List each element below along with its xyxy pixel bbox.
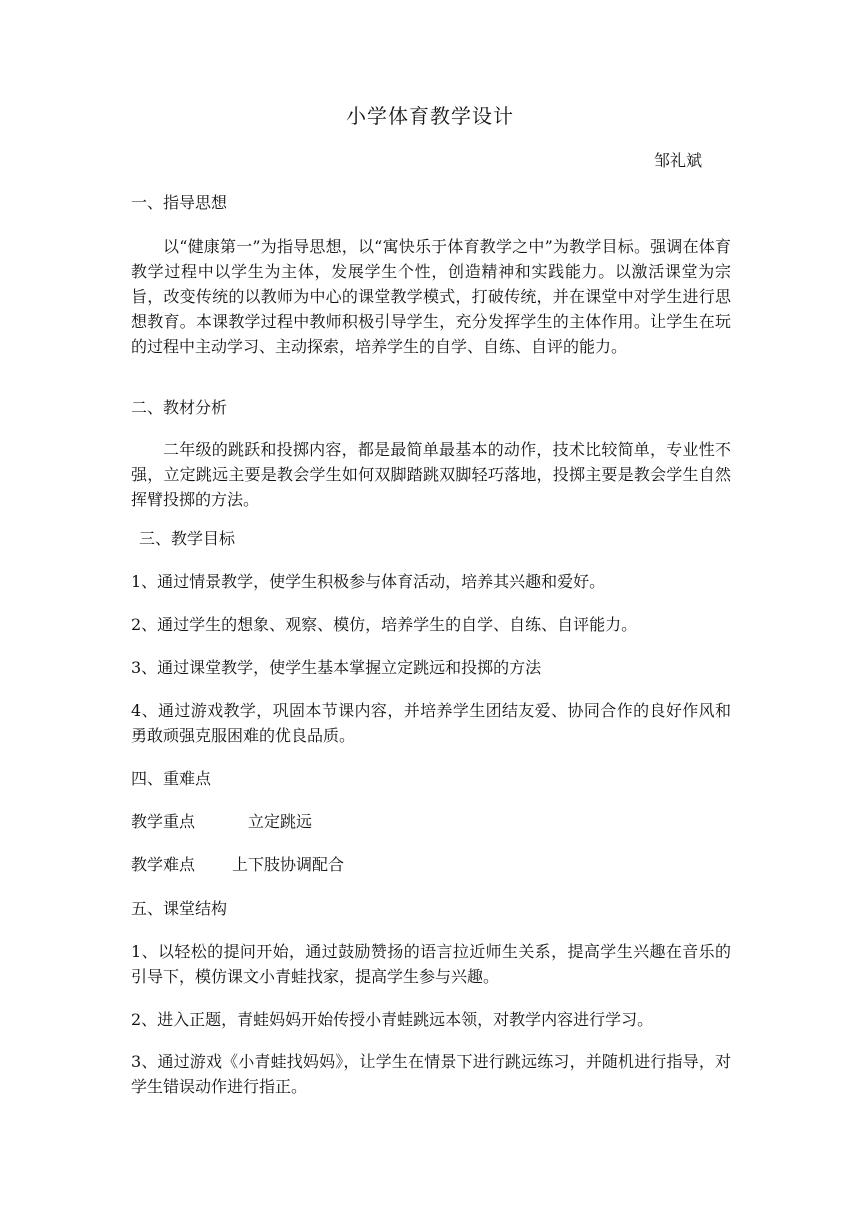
list-item-goal-2: 2、通过学生的想象、观察、模仿，培养学生的自学、自练、自评能力。: [131, 615, 638, 634]
list-item-goal-4: 4、通过游戏教学，巩固本节课内容，并培养学生团结友爱、协同合作的良好作风和勇敢顽强克服困难的优良品质。: [131, 701, 731, 745]
paragraph-material-analysis: 二年级的跳跃和投掷内容，都是最简单最基本的动作，技术比较简单，专业性不强，立定跳远主要是教会学生如何双脚踏跳双脚轻巧落地，投掷主要是教会学生自然挥臂投掷的方法。: [131, 440, 731, 509]
difficulty-value: 上下肢协调配合: [232, 855, 345, 874]
section-heading-guiding-thought: 一、指导思想: [131, 193, 228, 212]
document-title: 小学体育教学设计: [346, 104, 514, 128]
section-heading-class-structure: 五、课堂结构: [131, 899, 228, 918]
difficulty-label: 教学难点: [131, 855, 196, 874]
list-item-goal-3: 3、通过课堂教学，使学生基本掌握立定跳远和投掷的方法: [131, 658, 542, 677]
list-item-structure-2: 2、进入正题，青蛙妈妈开始传授小青蛙跳远本领，对教学内容进行学习。: [131, 1010, 654, 1029]
section-heading-teaching-goals: 三、教学目标: [139, 529, 236, 548]
difficulty-row: [131, 853, 731, 877]
section-heading-key-points: 四、重难点: [131, 769, 212, 788]
key-point-label: 教学重点: [131, 812, 196, 831]
key-point-value: 立定跳远: [248, 812, 313, 831]
list-item-goal-1: 1、通过情景教学，使学生积极参与体育活动，培养其兴趣和爱好。: [131, 572, 606, 591]
list-item-structure-3: 3、通过游戏《小青蛙找妈妈》，让学生在情景下进行跳远练习，并随机进行指导，对学生错误动作进行指正。: [131, 1052, 731, 1096]
paragraph-guiding-thought: 以“健康第一”为指导思想，以“寓快乐于体育教学之中”为教学目标。强调在体育教学过程中以学生为主体，发展学生个性，创造精神和实践能力。以激活课堂为宗旨，改变传统的以教师为中心的课堂教学模式，打破传统，并在课堂中对学生进行思想教育。本课教学过程中教师积极引导学生，充分发挥学生的主体作用。让学生在玩的过程中主动学习、主动探索，培养学生的自学、自练、自评的能力。: [131, 237, 731, 356]
key-point-row: [131, 810, 731, 834]
list-item-structure-1: 1、以轻松的提问开始，通过鼓励赞扬的语言拉近师生关系，提高学生兴趣在音乐的引导下，模仿课文小青蛙找家，提高学生参与兴趣。: [131, 942, 731, 986]
author-name: 邹礼斌: [653, 151, 702, 170]
section-heading-material-analysis: 二、教材分析: [131, 398, 228, 417]
